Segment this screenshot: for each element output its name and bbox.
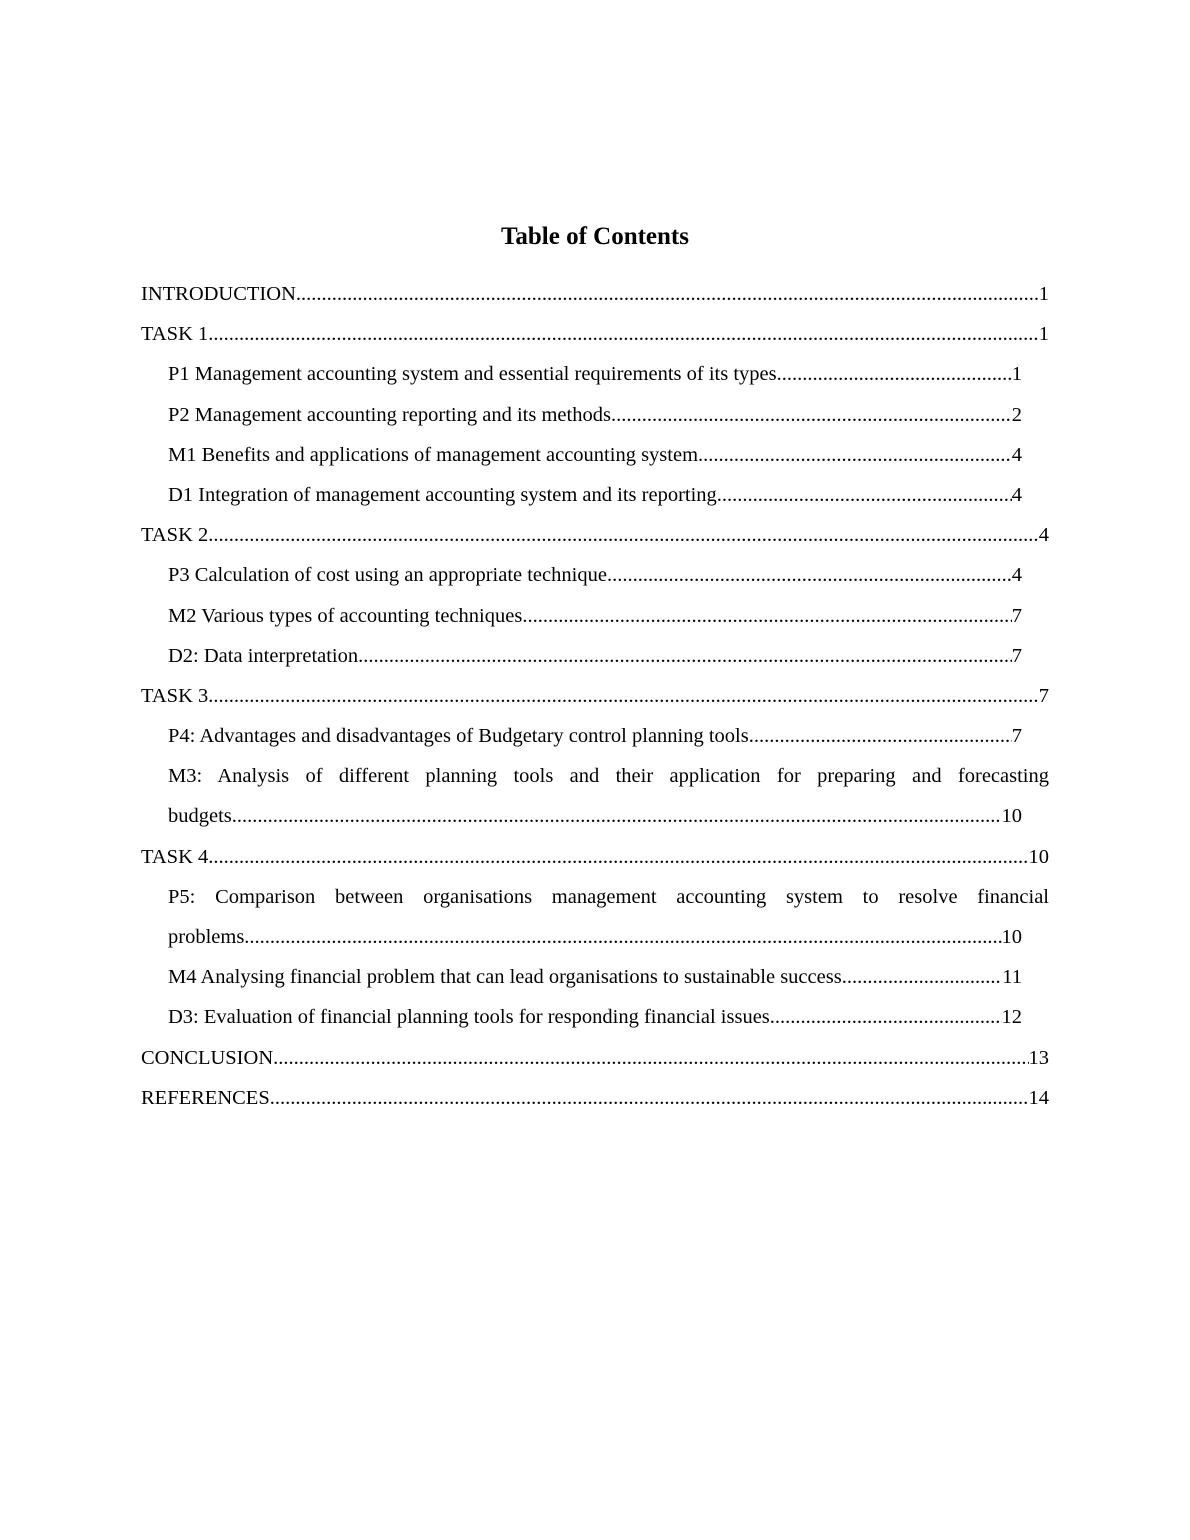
toc-entry-m2[interactable] <box>168 596 1022 636</box>
toc-entry-label: P1 Management accounting system and essential requirements of its types <box>168 363 777 386</box>
toc-entry-label: TASK 4 <box>141 845 209 868</box>
toc-entry-p4[interactable] <box>168 716 1022 756</box>
toc-dot-leader <box>611 395 1012 435</box>
toc-entry-label-line-1: P5: Comparison between organisations management accounting system to resolve financial <box>168 885 1049 908</box>
toc-dot-leader <box>208 314 1038 354</box>
toc-dot-leader <box>208 515 1038 555</box>
toc-dot-leader <box>232 796 1002 836</box>
toc-entry-m4[interactable] <box>168 957 1022 997</box>
toc-page-number: 13 <box>1028 1046 1049 1069</box>
toc-page-number: 4 <box>1038 524 1049 547</box>
toc-entry-task-3[interactable] <box>141 676 1049 716</box>
toc-entry-m3[interactable] <box>168 756 1049 836</box>
toc-entry-label: TASK 2 <box>141 524 209 547</box>
toc-page-number: 7 <box>1011 644 1022 667</box>
toc-page-number: 10 <box>1001 805 1022 828</box>
toc-dot-leader <box>842 957 1003 997</box>
toc-entry-conclusion[interactable] <box>141 1038 1049 1078</box>
toc-entry-label: D2: Data interpretation <box>168 644 359 667</box>
toc-entry-label-line-2: problems <box>168 926 245 948</box>
toc-entry-d2[interactable] <box>168 636 1022 676</box>
toc-page-number: 7 <box>1011 604 1022 627</box>
toc-page-number: 10 <box>1001 926 1022 948</box>
toc-page-number: 14 <box>1028 1086 1049 1109</box>
toc-entry-label: M4 Analysing financial problem that can lead organisations to sustainable success <box>168 966 842 989</box>
toc-entry-label: TASK 3 <box>141 684 209 707</box>
toc-dot-leader <box>208 676 1038 716</box>
toc-page-number: 2 <box>1011 403 1022 426</box>
toc-page-number: 4 <box>1011 483 1022 506</box>
toc-dot-leader <box>522 596 1011 636</box>
toc-entry-label: D3: Evaluation of financial planning tools for responding financial issues <box>168 1006 770 1029</box>
toc-entry-task-1[interactable] <box>141 314 1049 354</box>
toc-entry-p2[interactable] <box>168 395 1022 435</box>
toc-page-number: 7 <box>1011 725 1022 748</box>
toc-dot-leader <box>296 274 1039 314</box>
toc-entry-p3[interactable] <box>168 555 1022 595</box>
toc-entry-task-4[interactable] <box>141 837 1049 877</box>
toc-entry-p5[interactable] <box>168 877 1049 957</box>
toc-entry-label: P3 Calculation of cost using an appropriate technique <box>168 564 607 587</box>
toc-dot-leader <box>770 997 1002 1037</box>
toc-entry-p1[interactable] <box>168 354 1022 394</box>
toc-title: Table of Contents <box>501 223 689 250</box>
toc-page-number: 11 <box>1002 966 1022 989</box>
toc-entry-label: P2 Management accounting reporting and its methods <box>168 403 611 426</box>
toc-dot-leader <box>270 1078 1029 1118</box>
toc-page-number: 1 <box>1038 323 1049 346</box>
toc-dot-leader <box>777 354 1012 394</box>
toc-entry-d1[interactable] <box>168 475 1022 515</box>
toc-entry-references[interactable] <box>141 1078 1049 1118</box>
toc-page-number: 10 <box>1028 845 1049 868</box>
toc-entry-label: D1 Integration of management accounting system and its reporting <box>168 483 717 506</box>
toc-dot-leader <box>607 555 1012 595</box>
toc-page-number: 7 <box>1038 684 1049 707</box>
toc-entry-label-line-1: M3: Analysis of different planning tools and their application for preparing and forecasting <box>168 765 1049 788</box>
toc-dot-leader <box>749 716 1012 756</box>
toc-entry-d3[interactable] <box>168 997 1022 1037</box>
toc-entry-label: TASK 1 <box>141 323 209 346</box>
toc-entry-label: INTRODUCTION <box>141 283 296 305</box>
toc-dot-leader <box>358 636 1012 676</box>
toc-page-number: 12 <box>1001 1006 1022 1029</box>
toc-dot-leader <box>273 1038 1028 1078</box>
toc-entry-label-line-2: budgets <box>168 805 232 828</box>
toc-page-number: 1 <box>1038 283 1049 305</box>
toc-entry-label: P4: Advantages and disadvantages of Budgetary control planning tools <box>168 725 749 748</box>
toc-entry-task-2[interactable] <box>141 515 1049 555</box>
toc-entry-label: M1 Benefits and applications of management accounting system <box>168 443 699 466</box>
toc-entry-m1[interactable] <box>168 435 1022 475</box>
toc-page-number: 4 <box>1011 443 1022 466</box>
toc-entry-introduction[interactable] <box>141 274 1049 314</box>
toc-page-number: 1 <box>1011 363 1022 386</box>
toc-entry-label: REFERENCES <box>141 1086 270 1109</box>
toc-entry-label: CONCLUSION <box>141 1046 274 1069</box>
toc-list <box>141 274 1049 1118</box>
toc-dot-leader <box>244 917 1001 957</box>
toc-entry-label: M2 Various types of accounting techniques <box>168 604 523 627</box>
toc-dot-leader <box>208 837 1028 877</box>
toc-dot-leader <box>717 475 1012 515</box>
toc-page-number: 4 <box>1011 564 1022 587</box>
toc-dot-leader <box>698 435 1012 475</box>
